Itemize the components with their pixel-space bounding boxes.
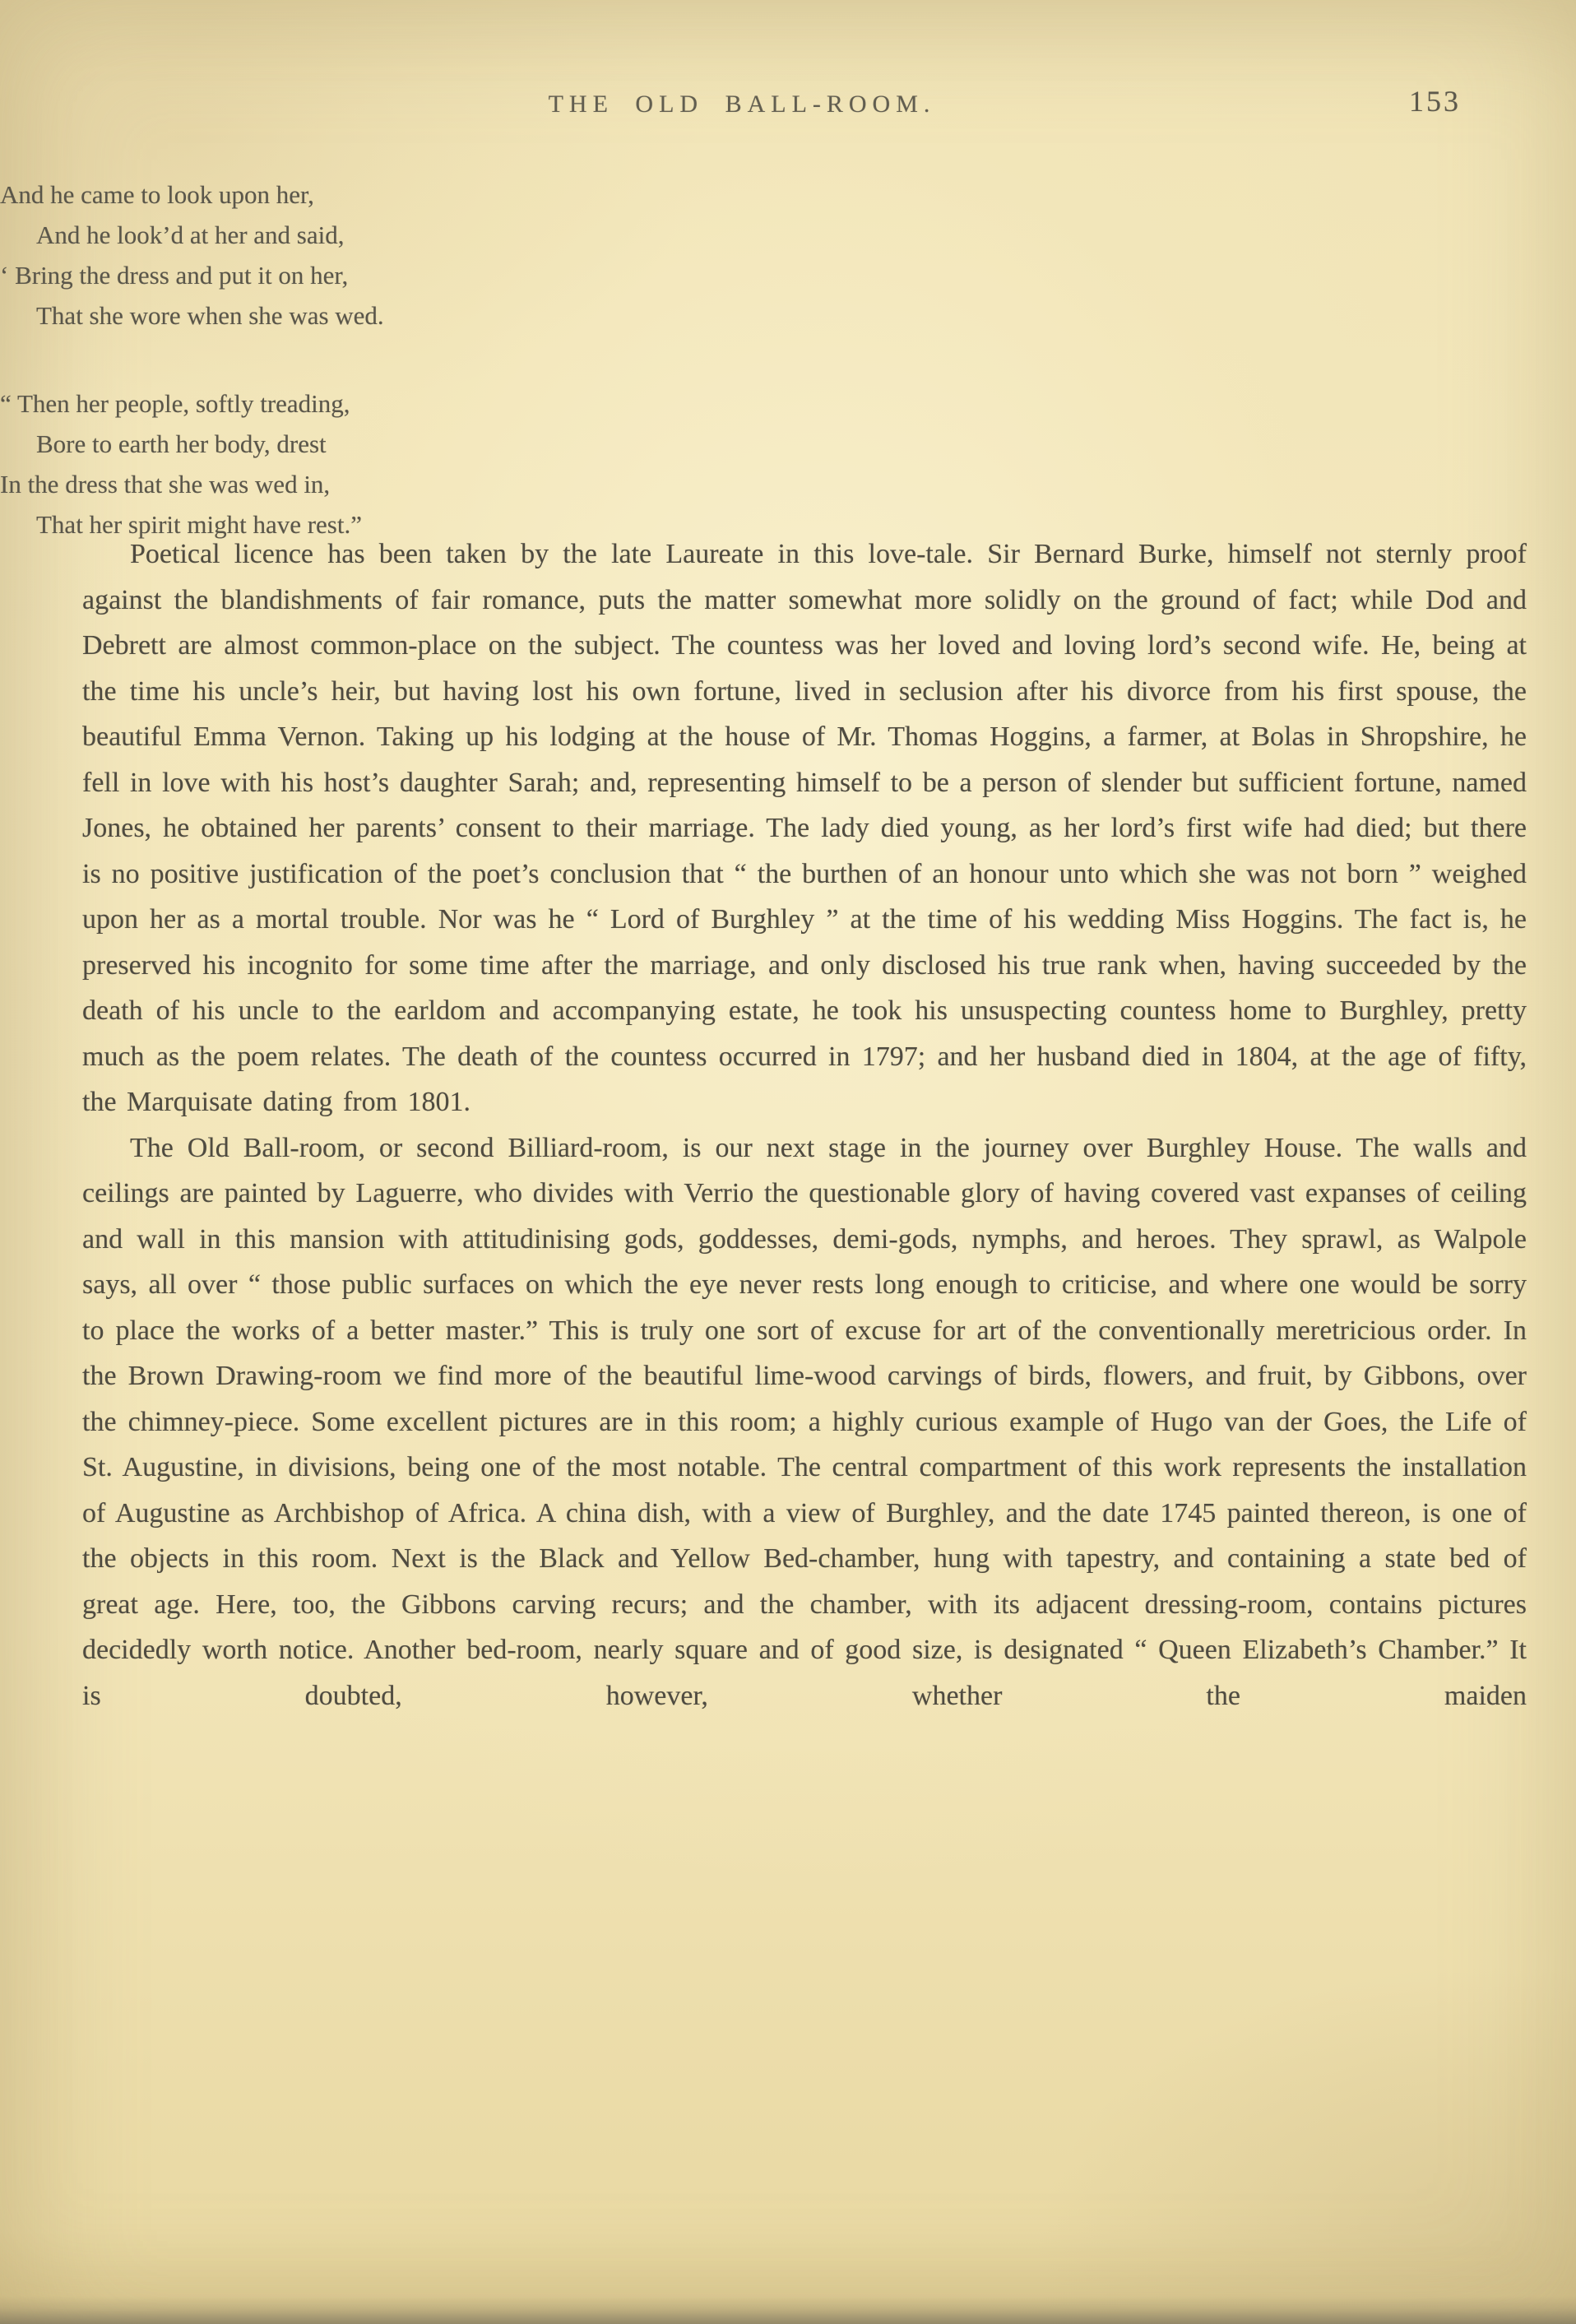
poem-line: In the dress that she was wed in, — [0, 470, 331, 499]
running-head: THE OLD BALL-ROOM. — [548, 90, 936, 118]
poem-line: “ Then her people, softly treading, — [0, 389, 350, 418]
poem-stanza-1 — [0, 174, 1576, 336]
scan-bottom-edge — [0, 2296, 1576, 2324]
body-text — [82, 531, 1527, 1719]
poem-line: That she wore when she was wed. — [36, 301, 384, 330]
poem-line: ‘ Bring the dress and put it on her, — [0, 261, 349, 290]
paragraph-1: Poetical licence has been taken by the late Laureate in this love-tale. Sir Bernard Burke, himself not sternly proof against the blandishments of fair romance, puts the matter somewhat more solidly on the ground of fact; while Dod and Debrett are almost common-place on the subject. The countess was her loved and loving lord’s second wife. He, being at the time his uncle’s heir, but having lost his own fortune, lived in seclusion after his divorce from his first spouse, the beautiful Emma Vernon. Taking up his lodging at the house of Mr. Thomas Hoggins, a farmer, at Bolas in Shropshire, he fell in love with his host’s daughter Sarah; and, representing himself to be a person of slender but sufficient fortune, named Jones, he obtained her parents’ consent to their marriage. The lady died young, as her lord’s first wife had died; but there is no positive justification of the poet’s conclusion that “ the burthen of an honour unto which she was not born ” weighed upon her as a mortal trouble. Nor was he “ Lord of Burghley ” at the time of his wedding Miss Hoggins. The fact is, he preserved his incognito for some time after the marriage, and only disclosed his true rank when, having succeeded by the death of his uncle to the earldom and accompanying estate, he took his unsuspecting countess home to Burghley, pretty much as the poem relates. The death of the countess occurred in 1797; and her husband died in 1804, at the age of fifty, the Marquisate dating from 1801. — [82, 539, 1527, 1117]
poem-line: That her spirit might have rest.” — [36, 510, 362, 539]
poem-line: And he look’d at her and said, — [36, 220, 345, 249]
poem-line: And he came to look upon her, — [0, 180, 314, 209]
poem-block — [0, 174, 1576, 592]
page-header — [82, 79, 1525, 128]
poem-stanza-2 — [0, 383, 1576, 545]
page-number: 153 — [1409, 85, 1461, 118]
poem-line: Bore to earth her body, drest — [36, 429, 327, 458]
paragraph-2: The Old Ball-room, or second Billiard-room, is our next stage in the journey over Burghley House. The walls and ceilings are painted by Laguerre, who divides with Verrio the questionable glory of having covered vast expanses of ceiling and wall in this mansion with attitudinising gods, goddesses, demi-gods, nymphs, and heroes. They sprawl, as Walpole says, all over “ those public surfaces on which the eye never rests long enough to criticise, and where one would be sorry to place the works of a better master.” This is truly one sort of excuse for art of the conventionally meretricious order. In the Brown Drawing-room we find more of the beautiful lime-wood carvings of birds, flowers, and fruit, by Gibbons, over the chimney-piece. Some excellent pictures are in this room; a highly curious example of Hugo van der Goes, the Life of St. Augustine, in divisions, being one of the most notable. The central compartment of this work represents the installation of Augustine as Archbishop of Africa. A china dish, with a view of Burghley, and the date 1745 painted thereon, is one of the objects in this room. Next is the Black and Yellow Bed-chamber, hung with tapestry, and containing a state bed of great age. Here, too, the Gibbons carving recurs; and the chamber, with its adjacent dressing-room, contains pictures decidedly worth notice. Another bed-room, nearly square and of good size, is designated “ Queen Elizabeth’s Chamber.” It is doubted, however, whether the maiden — [82, 1132, 1527, 1711]
